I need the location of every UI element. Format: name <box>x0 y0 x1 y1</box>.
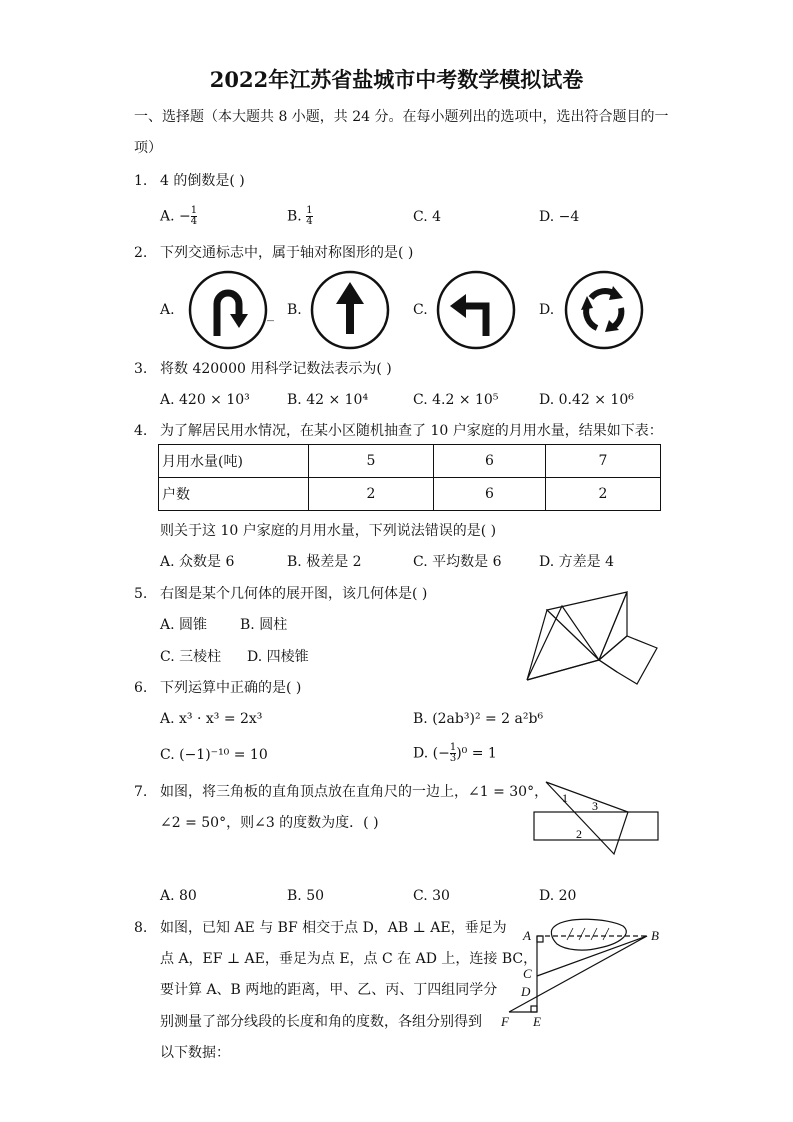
q5-option-a: A. 圆锥 <box>160 617 208 633</box>
q3-option-b: B. 42 × 10⁴ <box>287 392 369 408</box>
point-a-label: A <box>523 928 531 943</box>
q6-option-a: A. x³ · x³ = 2x³ <box>160 711 263 727</box>
q7-option-c: C. 30 <box>413 888 450 904</box>
q1-number: 1. <box>134 173 148 189</box>
distance-figure <box>495 914 665 1032</box>
q8-line-1: 如图，已知 AE 与 BF 相交于点 D，AB ⊥ AE，垂足为 <box>160 920 507 936</box>
section-heading-cont: 项） <box>134 140 162 156</box>
water-usage-table <box>158 444 661 511</box>
q8-number: 8. <box>134 920 148 936</box>
q1-option-c: C. 4 <box>413 209 442 225</box>
q6-d-fraction: $\frac{1}{3}$ <box>449 742 457 764</box>
table-cell: 月用水量(吨) <box>159 445 309 478</box>
q8-line-5: 以下数据： <box>160 1045 230 1061</box>
straight-arrow-sign-icon <box>310 268 390 352</box>
q4-option-c: C. 平均数是 6 <box>413 554 502 570</box>
q8-line-2: 点 A，EF ⊥ AE，垂足为点 E，点 C 在 AD 上，连接 BC， <box>160 951 538 967</box>
page-title: 2022年江苏省盐城市中考数学模拟试卷 <box>209 67 584 92</box>
q1-stem: 4 的倒数是( ) <box>160 173 245 189</box>
triangle-ruler-figure <box>532 778 662 856</box>
u-turn-sign-icon <box>188 268 268 352</box>
table-cell: 5 <box>309 445 434 478</box>
table-cell: 7 <box>546 445 661 478</box>
table-row <box>159 445 661 478</box>
q4-stem: 为了解居民用水情况，在某小区随机抽查了 10 户家庭的月用水量，结果如下表： <box>160 423 663 439</box>
q8-line-4: 别测量了部分线段的长度和角的度数，各组分别得到 <box>160 1014 482 1030</box>
q1-option-b: B. $\frac{1}{4}$ <box>287 205 313 227</box>
q3-stem: 将数 420000 用科学记数法表示为( ) <box>160 361 392 377</box>
q5-option-d: D. 四棱锥 <box>247 649 309 665</box>
q6-stem: 下列运算中正确的是( ) <box>160 680 302 696</box>
point-b-label: B <box>651 928 659 943</box>
table-cell: 2 <box>546 478 661 511</box>
q2-option-a: A. <box>160 302 175 318</box>
q2-option-b: B. <box>287 302 302 318</box>
q7-option-b: B. 50 <box>287 888 325 904</box>
q4-number: 4. <box>134 423 148 439</box>
table-cell: 6 <box>434 478 546 511</box>
q4-stem2: 则关于这 10 户家庭的月用水量，下列说法错误的是( ) <box>160 523 497 539</box>
q5-stem: 右图是某个几何体的展开图，该几何体是( ) <box>160 586 428 602</box>
angle-3-label: 3 <box>592 799 598 813</box>
q7-option-d: D. 20 <box>539 888 577 904</box>
q5-option-c: C. 三棱柱 <box>160 649 222 665</box>
q5-number: 5. <box>134 586 148 602</box>
q3-option-c: C. 4.2 × 10⁵ <box>413 392 499 408</box>
q3-option-a: A. 420 × 10³ <box>160 392 250 408</box>
q2-option-d: D. <box>539 302 555 318</box>
q2-option-c: C. <box>413 302 428 318</box>
q4-option-b: B. 极差是 2 <box>287 554 362 570</box>
pyramid-net-figure <box>525 588 660 688</box>
left-turn-sign-icon <box>436 268 516 352</box>
angle-1-label: 1 <box>562 791 568 805</box>
q7-stem: 如图，将三角板的直角顶点放在直角尺的一边上，∠1 = 30°， <box>160 784 549 800</box>
section-heading: 一、选择题（本大题共 8 小题，共 24 分。在每小题列出的选项中，选出符合题目的一 <box>134 109 669 125</box>
q4-option-a: A. 众数是 6 <box>160 554 235 570</box>
q1-a-fraction: $\frac{1}{4}$ <box>190 205 198 227</box>
q1-option-a: A. − $\frac{1}{4}$ <box>160 205 198 227</box>
q1-option-d: D. −4 <box>539 209 580 225</box>
point-e-label: E <box>533 1014 541 1029</box>
q7-option-a: A. 80 <box>160 888 197 904</box>
q6-option-d: D. (− $\frac{1}{3}$ )⁰ = 1 <box>413 742 497 764</box>
roundabout-sign-icon <box>563 268 645 352</box>
q6-number: 6. <box>134 680 148 696</box>
q2-a-trail: _ <box>267 306 274 322</box>
point-f-label: F <box>501 1014 509 1029</box>
q1-b-fraction: $\frac{1}{4}$ <box>306 205 313 227</box>
angle-2-label: 2 <box>576 827 582 841</box>
q3-option-d: D. 0.42 × 10⁶ <box>539 392 634 408</box>
table-row <box>159 478 661 511</box>
q4-option-d: D. 方差是 4 <box>539 554 614 570</box>
q5-option-b: B. 圆柱 <box>240 617 288 633</box>
q6-option-b: B. (2ab³)² = 2 a²b⁶ <box>413 711 544 727</box>
table-cell: 户数 <box>159 478 309 511</box>
q2-stem: 下列交通标志中，属于轴对称图形的是( ) <box>160 245 414 261</box>
q6-option-c: C. (−1)⁻¹⁰ = 10 <box>160 747 268 763</box>
q7-number: 7. <box>134 784 148 800</box>
point-c-label: C <box>523 966 532 981</box>
table-cell: 2 <box>309 478 434 511</box>
q2-number: 2. <box>134 245 148 261</box>
q7-stem2: ∠2 = 50°，则∠3 的度数为度．( ) <box>160 815 379 831</box>
table-cell: 6 <box>434 445 546 478</box>
q3-number: 3. <box>134 361 148 377</box>
point-d-label: D <box>521 984 531 999</box>
q8-line-3: 要计算 A、B 两地的距离，甲、乙、丙、丁四组同学分 <box>160 982 498 998</box>
